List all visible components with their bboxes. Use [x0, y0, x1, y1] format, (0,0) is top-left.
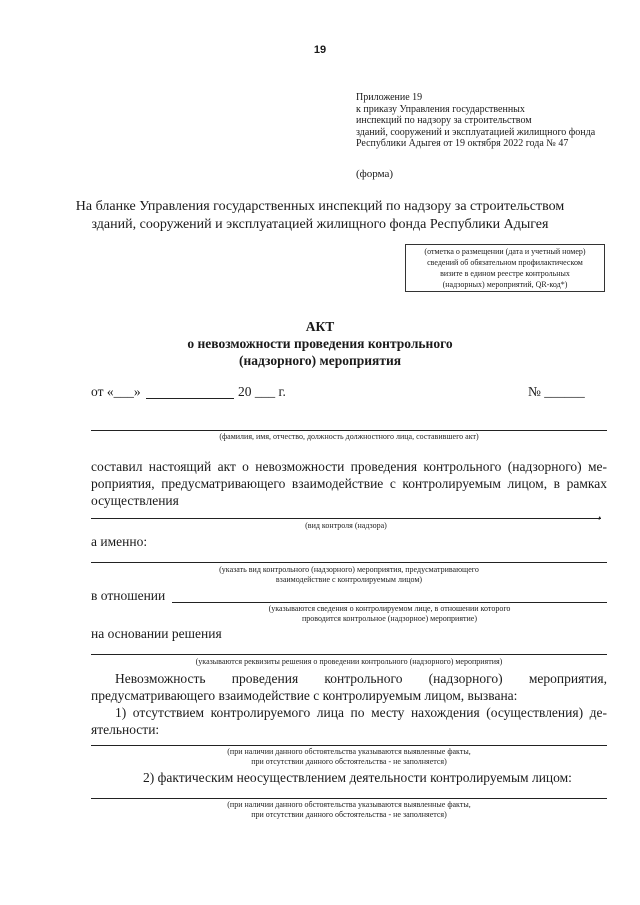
paragraph-line: Невозможность проведения контрольного (надзорного) мероприятия,	[115, 671, 607, 686]
event-type-hint	[91, 565, 607, 585]
title-line: о невозможности проведения контрольного	[187, 336, 453, 351]
act-title	[0, 318, 640, 369]
item-2: 2) фактическим неосуществлением деятельности контролируемым лицом:	[143, 770, 572, 785]
letterhead	[0, 198, 640, 234]
paragraph-line: ятельности:	[91, 722, 160, 737]
annex-line: Республики Адыгея от 19 октября 2022 года № 47	[356, 138, 569, 150]
paragraph-line: роприятия, предусматривающего взаимодействие с контролируемым лицом, в рамках	[91, 476, 607, 491]
hint-line: (при наличии данного обстоятельства указываются выявленные факты,	[227, 800, 471, 809]
letterhead-line: зданий, сооружений и эксплуатацией жилищного фонда Республики Адыгея	[91, 217, 549, 232]
facts-2-blank-line	[91, 798, 607, 799]
annex-line: Приложение 19	[356, 92, 423, 103]
stamp-line: (надзорных) мероприятий, QR-код*)	[442, 280, 568, 289]
hint-line: проводится контрольное (надзорное) мероприятие)	[302, 614, 477, 623]
hint-line: (указываются сведения о контролируемом лице, в отношении которого	[268, 604, 511, 613]
annex-line: к приказу Управления государственных	[356, 103, 525, 115]
paragraph-line: составил настоящий акт о невозможности проведения контрольного (надзорного) ме-	[91, 459, 607, 474]
hint-line: взаимодействие с контролируемым лицом)	[275, 575, 423, 584]
act-number: № ______	[528, 384, 585, 399]
stamp-line: (отметка о размещении (дата и учетный номер)	[424, 247, 586, 256]
hint-line: (при наличии данного обстоятельства указываются выявленные факты,	[227, 747, 471, 756]
hint-line: при отсутствии данного обстоятельства - не заполняется)	[251, 810, 447, 819]
paragraph-line: 1) отсутствием контролируемого лица по месту нахождения (осуществления) де-	[115, 705, 607, 720]
paragraph-composed	[91, 458, 607, 509]
registry-stamp-box	[405, 244, 605, 292]
annex-header	[356, 92, 595, 150]
person-hint	[172, 604, 607, 624]
official-blank-line	[91, 430, 607, 431]
person-blank-line	[172, 602, 607, 603]
annex-line: инспекций по надзору за строительством	[356, 115, 532, 127]
paragraph-line: предусматривающего взаимодействие с контролируемым лицом, вызвана:	[91, 688, 518, 703]
decision-blank-line	[91, 654, 607, 655]
stamp-line: сведений об обязательном профилактическом	[427, 258, 583, 267]
stamp-line: визите в едином реестре контрольных	[440, 269, 570, 278]
official-hint: (фамилия, имя, отчество, должность должностного лица, составившего акт)	[219, 432, 479, 441]
namely-label: а именно:	[91, 534, 148, 549]
paragraph-impossibility	[91, 670, 607, 738]
hint-line: при отсутствии данного обстоятельства - не заполняется)	[251, 757, 447, 766]
paragraph-line: осуществления	[91, 493, 179, 508]
form-label: (форма)	[356, 168, 394, 180]
date-month-blank	[146, 398, 234, 399]
comma: ,	[598, 506, 602, 521]
event-type-blank-line	[91, 562, 607, 563]
annex-line: зданий, сооружений и эксплуатацией жилищного фонда	[356, 126, 596, 138]
hint-line: (указать вид контрольного (надзорного) мероприятия, предусматривающего	[219, 565, 479, 574]
regarding-label: в отношении	[91, 588, 166, 603]
facts-1-blank-line	[91, 745, 607, 746]
title-line: АКТ	[305, 319, 335, 334]
date-from: от «___»	[91, 384, 141, 399]
facts-1-hint	[91, 747, 607, 767]
decision-hint: (указываются реквизиты решения о проведении контрольного (надзорного) мероприятия)	[195, 657, 503, 666]
date-year: 20 ___ г.	[238, 384, 286, 399]
control-type-hint: (вид контроля (надзора)	[305, 521, 387, 530]
page-number: 19	[313, 44, 327, 56]
facts-2-hint	[91, 800, 607, 820]
control-type-blank-line	[91, 518, 601, 519]
title-line: (надзорного) мероприятия	[238, 353, 402, 368]
basis-label: на основании решения	[91, 626, 222, 641]
letterhead-line: На бланке Управления государственных инспекций по надзору за строительством	[75, 199, 565, 214]
